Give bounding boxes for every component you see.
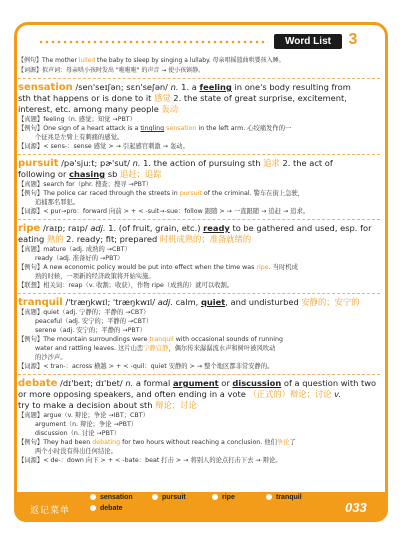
headword: tranquil [18, 297, 63, 308]
example-translation: water and rattling leaves. 这片山峦宁静宜静，偶尔传来潺潺流水声和树叶被风吹动 [35, 345, 276, 352]
related-word: 【真题】argue（v. 辩论；争论 →IBT；CBT） [18, 412, 149, 419]
footer-word-ripe: ripe [212, 494, 235, 501]
bullet-icon [212, 494, 218, 500]
example-sentence: 【例句】The police car raced through the streets in pursuit of the criminal. 警车在街上急驶， [18, 190, 304, 197]
page-number: 033 [345, 500, 367, 515]
entry-ripe [18, 223, 380, 290]
entry-definition: tranquil /'træŋkwɪl; 'træŋkwɪl/ adj. calm, quiet, and undisturbed 安静的；安宁的 [18, 297, 360, 308]
footer-title: 返记菜单 [30, 506, 71, 516]
entry-definition: ripe /raɪp; raɪp/ adj. 1. (of fruit, grain, etc.) ready to be gathered and used, esp. for eating 熟的 2. ready; fit; prepared 时机成熟的；准备就绪的 [18, 223, 372, 244]
entry-sensation [18, 82, 380, 151]
divider [18, 154, 380, 155]
word-list-content [18, 56, 380, 465]
example-translation: 两个小时没有得出任何结论。 [35, 448, 117, 455]
entry-pursuit [18, 158, 380, 216]
entry-definition: sensation /sen'seɪʃən; sɛn'seʃən/ n. 1. a feeling in one's body resulting from sth that happens or is done to it 感觉 2. the state of great surprise, excitement, interest, etc. among many people 轰动 [18, 82, 351, 114]
related-word: 【真题】feeling（n. 感觉；知觉 →PBT） [18, 116, 136, 123]
entry-tranquil [18, 297, 380, 371]
divider [18, 374, 380, 375]
entry-definition: pursuit /pə'sjuːt; pɚ'sut/ n. 1. the action of pursuing sth 追求 2. the act of following or chasing sb 追赶；追踪 [18, 158, 333, 179]
entry-debate [18, 378, 380, 465]
headword: ripe [18, 223, 41, 234]
example-sentence: 【例句】One sign of a heart attack is a tingling sensation in the left arm. 心绞痛发作的一 [18, 125, 292, 132]
related-word: 【真题】mature（adj. 成熟的 →CBT） [18, 246, 131, 253]
divider [18, 78, 380, 79]
example-sentence: 【例句】The mountain surroundings were tranquil with occasional sounds of running [18, 336, 283, 343]
footer-word-tranquil: tranquil [266, 494, 302, 501]
bullet-icon [152, 494, 158, 500]
footer-word-pursuit: pursuit [152, 494, 186, 501]
related-word: 【真题】search for（phr. 搜查；搜寻 →PBT） [18, 181, 153, 188]
related-word: serene（adj. 安宁的；平静的 →PBT） [35, 327, 146, 334]
unit-number: 3 [348, 31, 358, 48]
divider [18, 293, 380, 294]
example-translation: 的沙沙声。 [35, 354, 67, 361]
etymology-note: 【词源】< de-：down 向下 > + < -bate：beat 打击 > → 将别人的论点打击下去 → 辩论。 [18, 457, 282, 464]
footer-word-sensation: sensation [90, 494, 133, 501]
example-sentence: 【例句】The mother lulled the baby to sleep by singing a lullaby. 母亲唱摇篮曲哄婴孩入睡。 [18, 57, 285, 64]
footer-bar [14, 492, 388, 522]
headword: sensation [18, 82, 73, 93]
headword: debate [18, 378, 58, 389]
footer-word-debate: debate [90, 505, 123, 512]
bullet-icon [266, 494, 272, 500]
header-dots [38, 40, 268, 44]
example-sentence: 【例句】A new economic policy would be put into effect when the time was ripe. 当时机成 [18, 264, 298, 271]
association-note: 【联想】相关词：reap（v. 收割；收获），作物 ripe（成熟的）就可以收割。 [18, 282, 234, 289]
etymology-note: 【词源】拟声词：母亲哄小孩时发出 "啦啦啦" 的声音 → 使小孩镇静。 [18, 67, 205, 74]
word-list-badge: Word List [274, 34, 342, 49]
example-sentence: 【例句】They had been debating for two hours without reaching a conclusion. 他们争论了 [18, 439, 296, 446]
example-translation: 个征兆是左臂上有刺痛的感觉。 [35, 134, 124, 141]
etymology-note: 【词源】< sens-：sense 感觉 > → 引起感官刺激 → 轰动。 [18, 143, 189, 150]
example-translation: 熟的时候，一项新的经济政策将开始实施。 [35, 273, 155, 280]
bullet-icon [90, 494, 96, 500]
entry-definition: debate /dɪ'beɪt; dɪ'bet/ n. a formal argument or discussion of a question with two or more opposing speakers, and often ending in a vote （正式的）辩论；讨论 v. try to make a decision about sth 辩论；讨论 [18, 378, 377, 410]
related-word: ready（adj. 准备好的 →PBT） [35, 255, 124, 262]
etymology-note: 【词源】< pur→pro：forward 向前 > + < -suit→-sue：follow 跟随 > → 一直跟随 → 追赶 → 追求。 [18, 208, 310, 215]
example-translation: 追捕那名罪犯。 [35, 199, 80, 206]
headword: pursuit [18, 158, 59, 169]
related-word: peaceful（adj. 安宁的；平静的 →CBT） [35, 318, 153, 325]
related-word: discussion（n. 讨论 →PBT） [35, 430, 121, 437]
bullet-icon [90, 505, 96, 511]
related-word: 【真题】quiet（adj. 宁静的；平静的 →CBT） [18, 309, 150, 316]
related-word: argument（n. 辩论；争论 →PBT） [35, 421, 138, 428]
etymology-note: 【词源】< tran-：across 横越 > + < -quil：quiet 安静的 > → 整个地区都非常安静的。 [18, 363, 274, 370]
divider [18, 219, 380, 220]
